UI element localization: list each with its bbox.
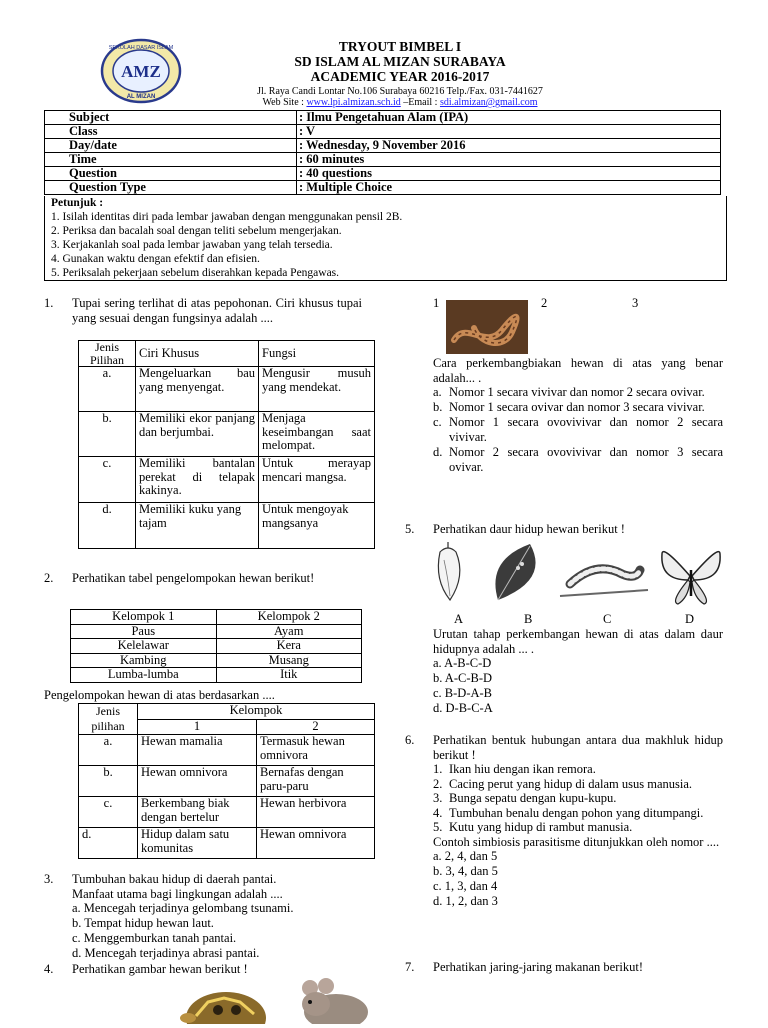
option-letter: b. xyxy=(433,400,443,414)
q4-label-1: 1 xyxy=(433,296,440,310)
table-row xyxy=(79,735,375,766)
table-cell: b. xyxy=(79,766,138,797)
chrysalis-image xyxy=(438,542,459,600)
option-letter: d. xyxy=(433,445,443,459)
title-tryout: TRYOUT BIMBEL I xyxy=(338,39,462,54)
table-cell: Menjaga keseimbangan saat melompat. xyxy=(259,412,375,457)
table-row xyxy=(79,797,375,828)
item-number: 1. xyxy=(433,762,443,776)
table-header-row xyxy=(79,704,375,720)
q5-label-d: D xyxy=(685,612,695,626)
email-link[interactable]: sdi.almizan@gmail.com xyxy=(439,97,538,108)
table-cell: b. xyxy=(79,412,136,457)
exam-info-table xyxy=(44,110,721,195)
question-1 xyxy=(44,296,362,325)
item-number: 2. xyxy=(433,776,443,791)
answer-option[interactable]: a. A-B-C-D xyxy=(433,656,492,670)
table-cell: a. xyxy=(79,735,138,766)
table-header-row xyxy=(71,610,362,625)
instruction-item: 5. Periksalah pekerjaan sebelum diserahkan kepada Pengawas. xyxy=(51,267,340,279)
question-2 xyxy=(44,571,362,586)
question-5 xyxy=(405,522,625,537)
table-header: Jenis pilihan xyxy=(79,704,138,735)
butterfly-image xyxy=(662,552,720,604)
answer-option[interactable]: b. 3, 4, dan 5 xyxy=(433,864,498,878)
table-cell: Untuk merayap mencari mangsa. xyxy=(259,457,375,503)
table-cell: Mengeluarkan bau yang menyengat. xyxy=(136,367,259,412)
option-letter: a. xyxy=(433,385,442,399)
option-text: Nomor 2 secara ovovivivar dan nomor 3 secara ovivar. xyxy=(449,445,723,474)
table-cell: Untuk mengoyak mangsanya xyxy=(259,503,375,549)
info-value: : V xyxy=(297,125,721,139)
answer-option[interactable]: d. 1, 2, dan 3 xyxy=(433,894,498,908)
mouse-image xyxy=(288,978,370,1024)
question-text: Perhatikan jaring-jaring makanan berikut! xyxy=(433,960,643,974)
title-school: SD ISLAM AL MIZAN SURABAYA xyxy=(294,54,506,69)
question-text: Cara perkembangbiakan hewan di atas yang benar adalah... . xyxy=(433,356,723,385)
logo-bottom-text: AL MIZAN xyxy=(126,94,156,100)
table-cell: Bernafas dengan paru-paru xyxy=(257,766,375,797)
question-text: Perhatikan gambar hewan berikut ! xyxy=(72,962,248,976)
question-number: 5. xyxy=(405,522,415,536)
option-text: Nomor 1 secara ovivar dan nomor 3 secara vivivar. xyxy=(449,400,705,414)
table-row xyxy=(71,624,362,639)
table-cell: Hewan herbivora xyxy=(257,797,375,828)
question-number: 6. xyxy=(405,733,415,747)
table-cell: Memiliki ekor panjang dan berjumbai. xyxy=(136,412,259,457)
title-year: ACADEMIC YEAR 2016-2017 xyxy=(310,69,490,84)
table-cell: d. xyxy=(79,828,138,859)
instructions-box xyxy=(44,196,727,281)
table-cell: Hewan mamalia xyxy=(138,735,257,766)
table-cell: Paus xyxy=(71,624,217,639)
answer-option[interactable] xyxy=(433,415,723,445)
table-row xyxy=(71,653,362,668)
table-header: 1 xyxy=(138,719,257,735)
table-cell: Ayam xyxy=(216,624,362,639)
q2-question: Pengelompokan hewan di atas berdasarkan .... xyxy=(44,688,275,702)
table-cell: Itik xyxy=(216,668,362,683)
option-text: Nomor 1 secara ovovivivar dan nomor 2 secara vivivar. xyxy=(449,415,723,444)
table-cell: Kelelawar xyxy=(71,639,217,654)
table-header: 2 xyxy=(257,719,375,735)
item-text: Bunga sepatu dengan kupu-kupu. xyxy=(449,791,617,805)
table-header-row xyxy=(79,341,375,367)
question-text: Tupai sering terlihat di atas pepohonan. Ciri khusus tupai yang sesuai dengan fungsinya adalah .... xyxy=(72,296,362,325)
table-row xyxy=(79,412,375,457)
q1-table xyxy=(78,340,375,549)
table-row xyxy=(71,668,362,683)
email-prefix: –Email : xyxy=(400,97,440,108)
item-text: Kutu yang hidup di rambut manusia. xyxy=(449,820,633,834)
table-cell: Lumba-lumba xyxy=(71,668,217,683)
answer-option[interactable]: d. Mencegah terjadinya abrasi pantai. xyxy=(72,946,260,960)
question-6 xyxy=(405,733,723,909)
info-value: : Multiple Choice xyxy=(297,181,721,195)
instruction-item: 4. Gunakan waktu dengan efektif dan efisien. xyxy=(51,253,260,265)
list-item xyxy=(433,777,723,792)
item-number: 4. xyxy=(433,805,443,820)
question-text: Tumbuhan bakau hidup di daerah pantai. xyxy=(72,872,277,886)
table-cell: Memiliki kuku yang tajam xyxy=(136,503,259,549)
item-number: 5. xyxy=(433,820,443,834)
info-value: : 40 questions xyxy=(297,167,721,181)
question-3 xyxy=(44,872,362,961)
info-label: Time xyxy=(45,153,297,167)
option-text: Nomor 1 secara vivivar dan nomor 2 secara ovivar. xyxy=(449,385,705,399)
info-label: Question xyxy=(45,167,297,181)
instruction-item: 3. Kerjakanlah soal pada lembar jawaban yang telah tersedia. xyxy=(51,239,333,251)
answer-option[interactable]: a. 2, 4, dan 5 xyxy=(433,849,498,863)
q2-groups-table xyxy=(70,609,362,683)
question-number: 2. xyxy=(44,571,54,585)
instruction-item: 1. Isilah identitas diri pada lembar jawaban dengan menggunakan pensil 2B. xyxy=(51,211,403,223)
answer-option[interactable]: c. B-D-A-B xyxy=(433,686,493,700)
contact-line xyxy=(190,97,610,108)
question-number: 4. xyxy=(44,962,54,976)
info-row xyxy=(45,153,721,167)
table-header: Kelompok xyxy=(138,704,375,720)
q5-label-c: C xyxy=(603,612,612,626)
q2-answer-table xyxy=(78,703,375,859)
q4-label-3: 3 xyxy=(632,296,639,310)
item-text: Ikan hiu dengan ikan remora. xyxy=(449,762,596,776)
snake-image xyxy=(446,300,528,354)
table-cell: Kera xyxy=(216,639,362,654)
list-item xyxy=(433,791,723,806)
question-number: 3. xyxy=(44,872,54,886)
answer-option[interactable]: a. Mencegah terjadinya gelombang tsunami. xyxy=(72,901,294,915)
tortoise-image xyxy=(178,988,270,1024)
leaf-with-eggs-image xyxy=(495,544,535,600)
question-number: 7. xyxy=(405,960,415,974)
info-row xyxy=(45,139,721,153)
table-cell: Memiliki bantalan perekat di telapak kakinya. xyxy=(136,457,259,503)
table-cell: Termasuk hewan omnivora xyxy=(257,735,375,766)
list-item xyxy=(433,762,723,777)
table-header: Fungsi xyxy=(259,341,375,367)
table-row xyxy=(79,828,375,859)
info-label: Class xyxy=(45,125,297,139)
table-cell: Hidup dalam satu komunitas xyxy=(138,828,257,859)
question-number: 1. xyxy=(44,296,54,310)
table-header: Kelompok 1 xyxy=(71,610,217,625)
question-7 xyxy=(405,960,723,975)
q5-label-a: A xyxy=(454,612,464,626)
answer-option[interactable]: c. 1, 3, dan 4 xyxy=(433,879,498,893)
table-cell: c. xyxy=(79,797,138,828)
answer-option[interactable] xyxy=(433,445,723,475)
info-row xyxy=(45,181,721,195)
table-header: Kelompok 2 xyxy=(216,610,362,625)
table-row xyxy=(79,503,375,549)
table-cell: Mengusir musuh yang mendekat. xyxy=(259,367,375,412)
table-header: Jenis Pilihan xyxy=(79,341,136,367)
question-text: Perhatikan daur hidup hewan berikut ! xyxy=(433,522,625,536)
list-item xyxy=(433,820,723,835)
caterpillar-image xyxy=(560,569,648,596)
instructions-title: Petunjuk : xyxy=(51,197,104,209)
item-text: Cacing perut yang hidup di dalam usus manusia. xyxy=(449,776,693,791)
info-row xyxy=(45,111,721,125)
table-row xyxy=(79,766,375,797)
table-cell: Berkembang biak dengan bertelur xyxy=(138,797,257,828)
table-cell: d. xyxy=(79,503,136,549)
item-text: Tumbuhan benalu dengan pohon yang ditumpangi. xyxy=(449,805,704,820)
list-item xyxy=(433,806,723,821)
logo-amz-text: AMZ xyxy=(121,62,161,81)
table-cell: Musang xyxy=(216,653,362,668)
q5-label-b: B xyxy=(524,612,533,626)
instruction-item: 2. Periksa dan bacalah soal dengan teliti sebelum mengerjakan. xyxy=(51,225,342,237)
school-address: Jl. Raya Candi Lontar No.106 Surabaya 60216 Telp./Fax. 031-7441627 xyxy=(257,86,543,97)
q4-question xyxy=(433,356,723,475)
info-label: Day/date xyxy=(45,139,297,153)
table-cell: a. xyxy=(79,367,136,412)
answer-option[interactable]: b. Tempat hidup hewan laut. xyxy=(72,916,214,930)
option-letter: c. xyxy=(433,415,442,429)
q4-label-2: 2 xyxy=(541,296,548,310)
table-row xyxy=(71,639,362,654)
butterfly-lifecycle-images xyxy=(426,540,726,610)
table-row xyxy=(79,367,375,412)
info-value: : Wednesday, 9 November 2016 xyxy=(297,139,721,153)
info-value: : 60 minutes xyxy=(297,153,721,167)
question-text: Perhatikan tabel pengelompokan hewan berikut! xyxy=(72,571,315,585)
web-prefix: Web Site : xyxy=(262,97,307,108)
table-cell: c. xyxy=(79,457,136,503)
item-number: 3. xyxy=(433,791,443,805)
question-4 xyxy=(44,962,248,977)
table-cell: Hewan omnivora xyxy=(257,828,375,859)
info-label: Question Type xyxy=(45,181,297,195)
question-text: Manfaat utama bagi lingkungan adalah .... xyxy=(72,886,283,901)
table-row xyxy=(79,457,375,503)
table-cell: Hewan omnivora xyxy=(138,766,257,797)
answer-option[interactable]: c. Menggemburkan tanah pantai. xyxy=(72,931,237,945)
school-logo xyxy=(100,38,182,104)
info-value: : Ilmu Pengetahuan Alam (IPA) xyxy=(297,111,721,125)
info-row xyxy=(45,125,721,139)
answer-option[interactable]: b. A-C-B-D xyxy=(433,671,493,685)
logo-top-text: SEKOLAH DASAR ISLAM xyxy=(108,45,174,51)
question-text: Perhatikan bentuk hubungan antara dua makhluk hidup berikut ! xyxy=(433,733,723,762)
q5-question xyxy=(433,627,723,716)
table-cell: Kambing xyxy=(71,653,217,668)
info-row xyxy=(45,167,721,181)
question-text: Contoh simbiosis parasitisme ditunjukkan oleh nomor .... xyxy=(433,834,720,849)
info-label: Subject xyxy=(45,111,297,125)
website-link[interactable]: www.lpi.almizan.sch.id xyxy=(306,97,401,108)
answer-option[interactable]: d. D-B-C-A xyxy=(433,701,493,715)
table-header: Ciri Khusus xyxy=(136,341,259,367)
answer-option[interactable] xyxy=(433,385,723,400)
question-text: Urutan tahap perkembangan hewan di atas dalam daur hidupnya adalah ... . xyxy=(433,627,723,656)
answer-option[interactable] xyxy=(433,400,723,415)
